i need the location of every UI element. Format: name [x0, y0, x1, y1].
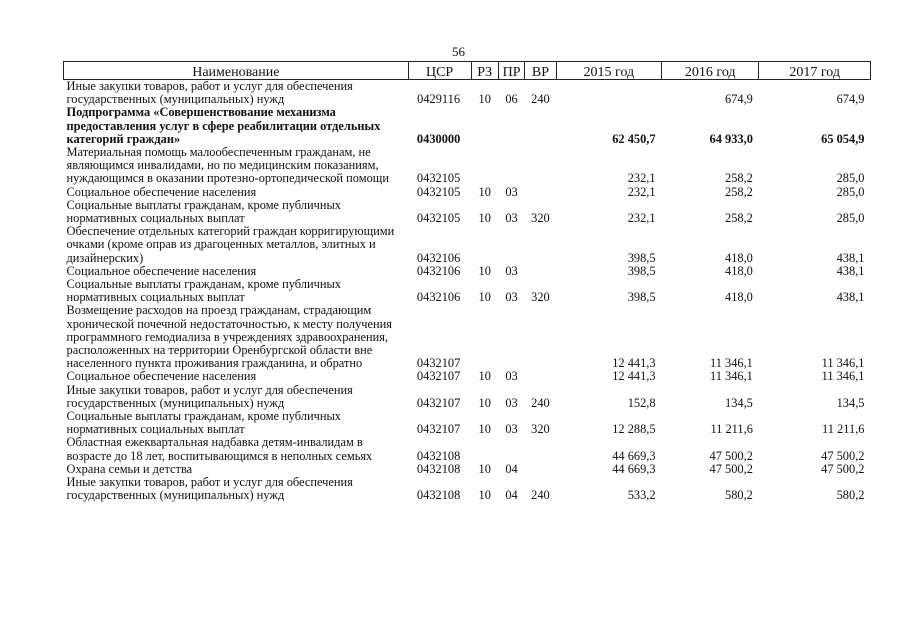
- row-pr: [498, 436, 524, 462]
- row-2017: 11 346,1: [821, 356, 865, 371]
- row-name: Социальные выплаты гражданам, кроме публичных нормативных социальных выплат: [66, 409, 341, 437]
- row-pr: 04: [505, 461, 518, 476]
- row-pr: [498, 225, 524, 265]
- row-rz: 10: [478, 395, 491, 410]
- row-vr: 240: [531, 92, 550, 107]
- header-2016: 2016 год: [662, 62, 759, 80]
- row-2017: 134,5: [836, 395, 865, 410]
- row-csr: 0432105: [416, 211, 461, 226]
- row-2015: 44 669,3: [612, 461, 656, 476]
- row-2016: 47 500,2: [709, 448, 753, 463]
- table-row: [64, 304, 871, 370]
- row-rz: 10: [478, 422, 491, 437]
- table-row: [64, 278, 871, 304]
- row-vr: [525, 225, 556, 265]
- row-vr: [525, 106, 556, 146]
- row-rz: 10: [478, 488, 491, 503]
- table-row: [64, 436, 871, 462]
- table-row: [64, 199, 871, 225]
- row-pr: 03: [505, 290, 518, 305]
- row-pr: 03: [505, 263, 518, 278]
- row-pr: 03: [505, 369, 518, 384]
- header-rz: РЗ: [471, 62, 498, 80]
- row-name: Иные закупки товаров, работ и услуг для обеспечения государственных (муниципальных) нужд: [66, 79, 353, 107]
- row-csr: 0432108: [416, 461, 461, 476]
- page-number: 56: [452, 44, 465, 59]
- table-row: [64, 80, 871, 107]
- row-rz: 10: [478, 369, 491, 384]
- row-vr: [525, 370, 556, 383]
- row-2016: 418,0: [725, 290, 753, 305]
- row-rz: 10: [478, 290, 491, 305]
- row-rz: 10: [478, 92, 491, 107]
- row-2016: 580,2: [725, 488, 753, 503]
- row-name: Возмещение расходов на проезд гражданам, страдающим хронической почечной недостаточностью, к месту получения программного гемодиализа в учреждениях здравоохранения, расположенных на территории Оренбургской области вне населенного пункта проживания гражданина, и обратно: [66, 303, 392, 371]
- row-2016: 258,2: [725, 211, 753, 226]
- table-row: [64, 384, 871, 410]
- row-2017: 438,1: [836, 290, 865, 305]
- row-vr: [525, 265, 556, 278]
- row-csr: 0432107: [416, 356, 461, 371]
- row-rz: 10: [478, 184, 491, 199]
- row-name: Материальная помощь малообеспеченным гражданам, не являющимся инвалидами, но по медицинским показаниям, нуждающимся в оказании протезно-ортопедической помощи: [66, 145, 389, 186]
- row-2016: 11 211,6: [710, 422, 753, 437]
- row-name: Социальное обеспечение населения: [66, 263, 257, 278]
- row-rz: [471, 225, 498, 265]
- row-pr: 03: [505, 184, 518, 199]
- row-2015: [556, 80, 661, 107]
- row-pr: 03: [505, 395, 518, 410]
- row-2017: 438,1: [836, 250, 865, 265]
- row-name: Подпрограмма «Совершенствование механизма предоставления услуг в сфере реабилитации отдельных категорий граждан»: [66, 105, 381, 146]
- row-2015: 12 288,5: [612, 422, 656, 437]
- row-2015: 232,1: [627, 211, 656, 226]
- row-vr: 320: [531, 211, 550, 226]
- row-rz: 10: [478, 461, 491, 476]
- header-name: Наименование: [64, 62, 409, 80]
- row-2016: 11 346,1: [709, 356, 753, 371]
- row-2015: 398,5: [627, 290, 656, 305]
- row-rz: [471, 106, 498, 146]
- row-pr: [498, 146, 524, 186]
- row-rz: [471, 304, 498, 370]
- row-2017: 11 346,1: [821, 369, 865, 384]
- header-csr: ЦСР: [408, 62, 471, 80]
- row-2016: 418,0: [725, 250, 753, 265]
- row-csr: 0432105: [416, 171, 461, 186]
- row-csr: 0432105: [416, 184, 461, 199]
- row-2015: 12 441,3: [612, 356, 656, 371]
- header-vr: ВР: [525, 62, 556, 80]
- row-2017: 47 500,2: [821, 448, 865, 463]
- table-row: [64, 370, 871, 383]
- row-name: Обеспечение отдельных категорий граждан корригирующими очками (кроме оправ из драгоценных металлов, элитных и дизайнерских): [66, 224, 395, 265]
- table-row: [64, 186, 871, 199]
- budget-table: [63, 61, 871, 503]
- row-rz: [471, 436, 498, 462]
- header-2015: 2015 год: [556, 62, 661, 80]
- row-name: Иные закупки товаров, работ и услуг для обеспечения государственных (муниципальных) нужд: [66, 382, 353, 410]
- row-pr: [498, 304, 524, 370]
- row-2016: 418,0: [725, 263, 753, 278]
- row-name: Иные закупки товаров, работ и услуг для обеспечения государственных (муниципальных) нужд: [66, 475, 353, 503]
- row-2017: 285,0: [836, 184, 865, 199]
- row-2015: 152,8: [627, 395, 656, 410]
- row-vr: [525, 436, 556, 462]
- row-name: Социальное обеспечение населения: [66, 369, 257, 384]
- row-name: Социальные выплаты гражданам, кроме публичных нормативных социальных выплат: [66, 277, 341, 305]
- row-2016: 258,2: [725, 184, 753, 199]
- row-name: Областная ежеквартальная надбавка детям-инвалидам в возрасте до 18 лет, воспитывающимся в неполных семьях: [66, 435, 373, 463]
- row-rz: 10: [478, 211, 491, 226]
- table-row: [64, 410, 871, 436]
- row-2016: 258,2: [725, 171, 753, 186]
- row-pr: 06: [505, 92, 518, 107]
- row-vr: [525, 146, 556, 186]
- row-2015: 533,2: [627, 488, 656, 503]
- row-2016: 47 500,2: [709, 461, 753, 476]
- row-2016: 64 933,0: [709, 131, 753, 146]
- row-csr: 0429116: [417, 92, 461, 107]
- row-2015: 12 441,3: [612, 369, 656, 384]
- row-csr: 0432107: [416, 369, 461, 384]
- table-row: [64, 476, 871, 502]
- row-csr: 0432107: [416, 395, 461, 410]
- header-pr: ПР: [498, 62, 524, 80]
- row-2016: 674,9: [725, 92, 753, 107]
- row-2017: 438,1: [836, 263, 865, 278]
- row-2017: 580,2: [836, 488, 865, 503]
- row-rz: [471, 146, 498, 186]
- table-row: [64, 106, 871, 146]
- row-vr: 320: [531, 290, 550, 305]
- row-2017: 285,0: [836, 211, 865, 226]
- table-row: [64, 146, 871, 186]
- row-2015: 232,1: [627, 184, 656, 199]
- row-vr: 320: [531, 422, 550, 437]
- row-vr: 240: [531, 395, 550, 410]
- row-pr: 03: [505, 422, 518, 437]
- row-pr: 03: [505, 211, 518, 226]
- row-2016: 134,5: [725, 395, 753, 410]
- row-name: Охрана семьи и детства: [66, 461, 193, 476]
- table-row: [64, 225, 871, 265]
- row-2015: 232,1: [627, 171, 656, 186]
- row-csr: 0432108: [416, 488, 461, 503]
- row-vr: [525, 463, 556, 476]
- row-vr: [525, 186, 556, 199]
- row-csr: 0432106: [416, 263, 461, 278]
- row-2017: 65 054,9: [821, 131, 865, 146]
- row-csr: 0432106: [416, 250, 461, 265]
- row-csr: 0432106: [416, 290, 461, 305]
- row-2015: 62 450,7: [612, 131, 656, 146]
- row-2015: 398,5: [627, 250, 656, 265]
- row-csr: 0432108: [416, 448, 461, 463]
- row-2017: 11 211,6: [822, 422, 865, 437]
- row-rz: 10: [478, 263, 491, 278]
- row-2016: 11 346,1: [709, 369, 753, 384]
- row-pr: [498, 106, 524, 146]
- row-2017: 285,0: [836, 171, 865, 186]
- table-header-row: [64, 62, 871, 80]
- row-pr: 04: [505, 488, 518, 503]
- row-2015: 44 669,3: [612, 448, 656, 463]
- row-vr: [525, 304, 556, 370]
- header-2017: 2017 год: [759, 62, 871, 80]
- row-2015: 398,5: [627, 263, 656, 278]
- row-vr: 240: [531, 488, 550, 503]
- row-name: Социальные выплаты гражданам, кроме публичных нормативных социальных выплат: [66, 197, 341, 226]
- row-name: Социальное обеспечение населения: [66, 184, 257, 199]
- row-csr: 0432107: [416, 422, 461, 437]
- row-2017: 47 500,2: [821, 461, 865, 476]
- row-2017: 674,9: [836, 92, 865, 107]
- row-csr: 0430000: [416, 131, 461, 146]
